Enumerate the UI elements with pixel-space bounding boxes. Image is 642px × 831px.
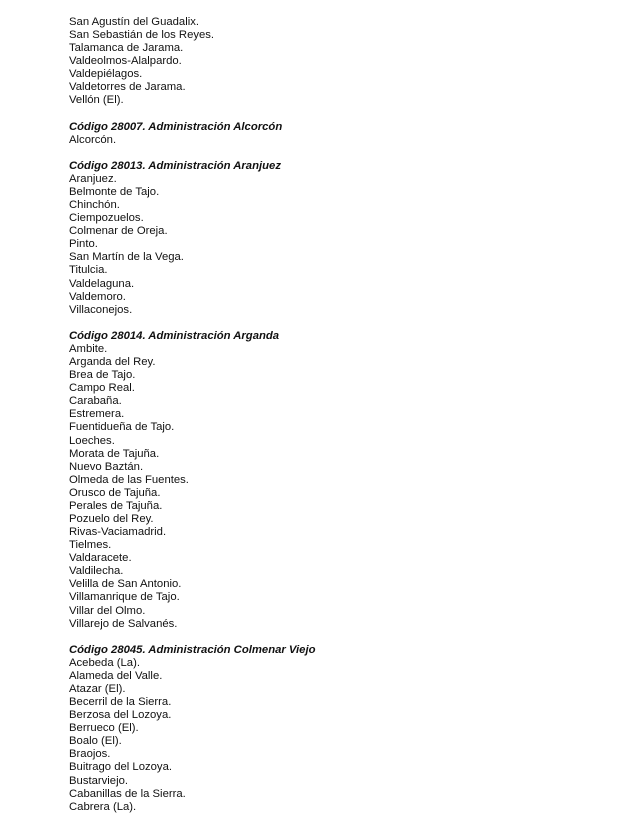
- sections-container: [69, 121, 629, 814]
- municipality-item: Villarejo de Salvanés.: [69, 617, 178, 630]
- municipality-list: [69, 16, 629, 814]
- municipality-item: Villar del Olmo.: [69, 604, 146, 617]
- municipality-item: Chinchón.: [69, 199, 120, 212]
- municipality-item: San Agustín del Guadalix.: [69, 16, 200, 28]
- municipality-item: Titulcia.: [69, 264, 108, 277]
- municipality-item: Cabrera (La).: [69, 800, 137, 813]
- municipality-item: Braojos.: [69, 748, 111, 761]
- municipality-item: Valdeolmos-Alalpardo.: [69, 55, 182, 68]
- section-heading: Código 28045. Administración Colmenar Viejo: [69, 643, 316, 656]
- municipality-item: Valdemoro.: [69, 290, 126, 303]
- municipality-item: Villaconejos.: [69, 303, 133, 316]
- municipality-item: Ambite.: [69, 342, 108, 355]
- municipality-item: Ciempozuelos.: [69, 212, 144, 225]
- admin-section: [69, 160, 629, 317]
- section-heading: Código 28007. Administración Alcorcón: [69, 120, 283, 133]
- municipality-item: Pozuelo del Rey.: [69, 512, 154, 525]
- municipality-item: Becerril de la Sierra.: [69, 696, 172, 709]
- municipality-item: Cabanillas de la Sierra.: [69, 787, 186, 800]
- municipality-item: Valdelaguna.: [69, 277, 135, 290]
- municipality-item: Talamanca de Jarama.: [69, 42, 184, 55]
- municipality-item: Boalo (El).: [69, 735, 122, 748]
- admin-section: [69, 121, 629, 147]
- municipality-item: Bustarviejo.: [69, 774, 129, 787]
- admin-section: [69, 330, 629, 631]
- municipality-item: Perales de Tajuña.: [69, 499, 163, 512]
- municipality-item: Alcorcón.: [69, 133, 117, 146]
- municipality-item: Colmenar de Oreja.: [69, 225, 168, 238]
- municipality-item: Acebeda (La).: [69, 656, 140, 669]
- municipality-item: Velilla de San Antonio.: [69, 578, 182, 591]
- municipality-item: Valdetorres de Jarama.: [69, 81, 186, 94]
- municipality-item: Arganda del Rey.: [69, 356, 156, 369]
- municipality-item: Orusco de Tajuña.: [69, 486, 161, 499]
- municipality-item: San Martín de la Vega.: [69, 251, 184, 264]
- section-heading: Código 28014. Administración Arganda: [69, 329, 280, 342]
- admin-section: [69, 644, 629, 814]
- municipality-item: San Sebastián de los Reyes.: [69, 29, 215, 42]
- municipality-item: Morata de Tajuña.: [69, 447, 160, 460]
- municipality-item: Estremera.: [69, 408, 125, 421]
- municipality-item: Tielmes.: [69, 539, 112, 552]
- municipality-item: Loeches.: [69, 434, 115, 447]
- municipality-item: Villamanrique de Tajo.: [69, 591, 180, 604]
- municipality-item: Berzosa del Lozoya.: [69, 709, 172, 722]
- municipality-item: Pinto.: [69, 238, 98, 251]
- municipality-item: Nuevo Baztán.: [69, 460, 144, 473]
- intro-list: [69, 16, 629, 108]
- municipality-item: Valdepiélagos.: [69, 68, 143, 81]
- municipality-item: Berrueco (El).: [69, 722, 139, 735]
- municipality-item: Buitrago del Lozoya.: [69, 761, 172, 774]
- municipality-item: Valdaracete.: [69, 552, 132, 565]
- municipality-item: Alameda del Valle.: [69, 669, 163, 682]
- municipality-item: Brea de Tajo.: [69, 369, 136, 382]
- municipality-item: Vellón (El).: [69, 94, 124, 107]
- municipality-item: Rivas-Vaciamadrid.: [69, 526, 167, 539]
- municipality-item: Valdilecha.: [69, 565, 124, 578]
- municipality-item: Atazar (El).: [69, 682, 126, 695]
- municipality-item: Aranjuez.: [69, 172, 117, 185]
- municipality-item: Olmeda de las Fuentes.: [69, 473, 189, 486]
- municipality-item: Carabaña.: [69, 395, 122, 408]
- municipality-item: Belmonte de Tajo.: [69, 186, 160, 199]
- section-heading: Código 28013. Administración Aranjuez: [69, 159, 281, 172]
- municipality-item: Fuentidueña de Tajo.: [69, 421, 175, 434]
- municipality-item: Campo Real.: [69, 382, 135, 395]
